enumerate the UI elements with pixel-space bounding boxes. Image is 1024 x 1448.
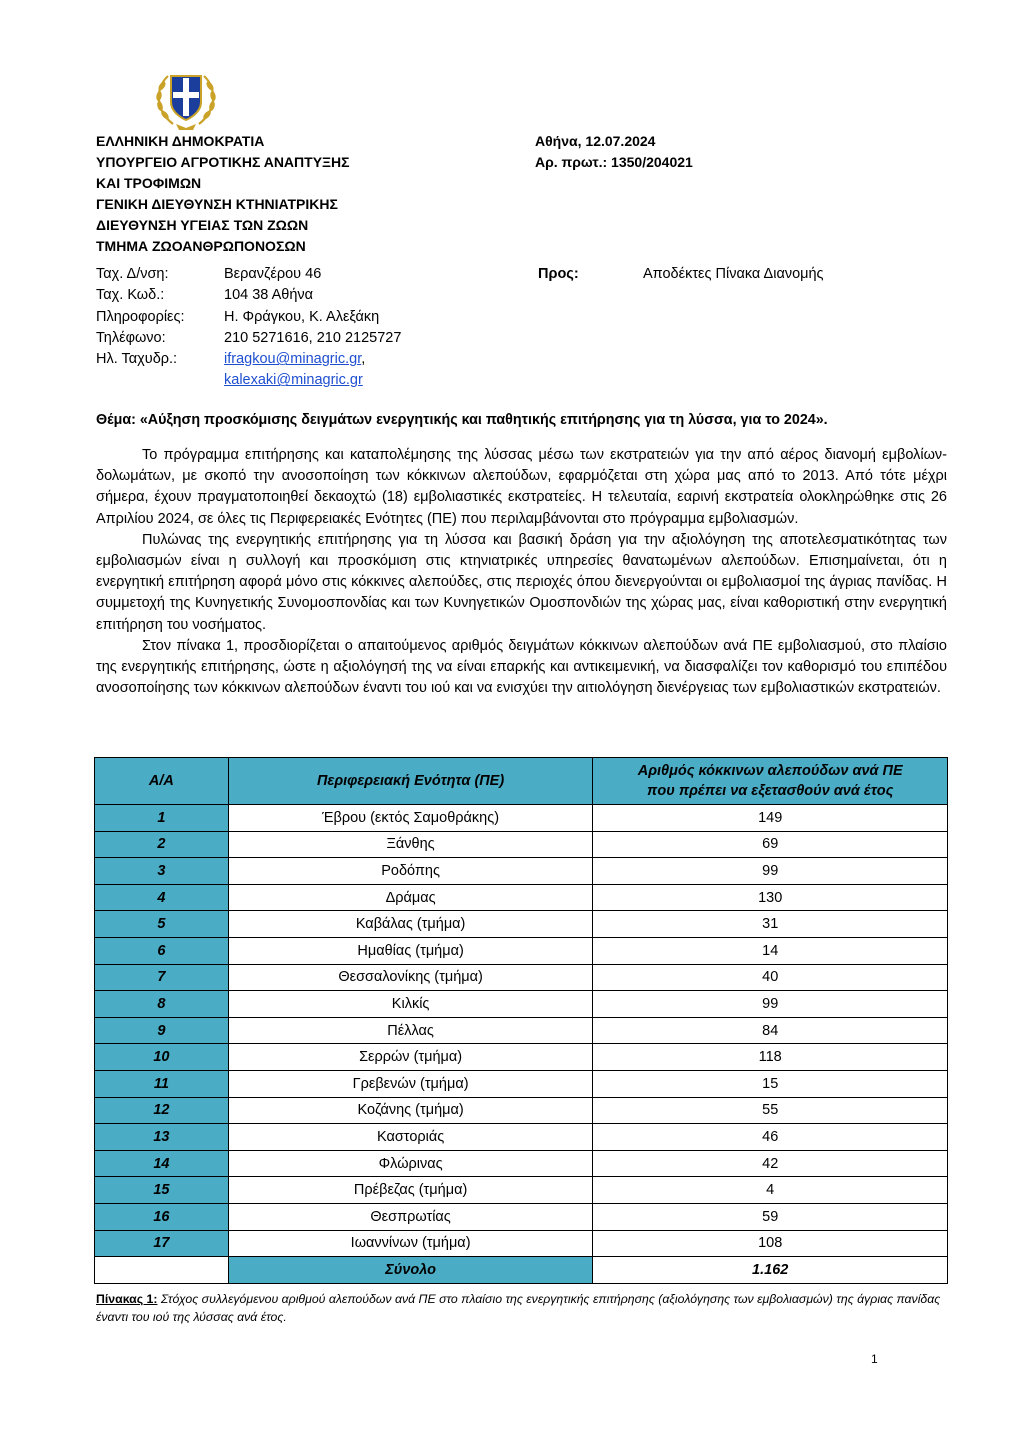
date-protocol-block: [535, 131, 693, 173]
row-number: 15: [95, 1177, 229, 1204]
fox-samples-table: [94, 757, 948, 1284]
table-row: [95, 937, 948, 964]
row-regional-unit: Ημαθίας (τμήμα): [228, 937, 593, 964]
row-regional-unit: Δράμας: [228, 884, 593, 911]
row-number: 1: [95, 805, 229, 832]
phone-row: [96, 328, 401, 349]
row-fox-count: 55: [593, 1097, 948, 1124]
row-number: 2: [95, 831, 229, 858]
greek-coat-of-arms-emblem: [151, 64, 221, 132]
table-row: [95, 805, 948, 832]
table-row: [95, 1017, 948, 1044]
row-number: 10: [95, 1044, 229, 1071]
row-regional-unit: Ιωαννίνων (τμήμα): [228, 1230, 593, 1257]
total-label: Σύνολο: [228, 1257, 593, 1284]
row-fox-count: 14: [593, 937, 948, 964]
row-regional-unit: Πέλλας: [228, 1017, 593, 1044]
row-regional-unit: Καστοριάς: [228, 1124, 593, 1151]
org-line: ΕΛΛΗΝΙΚΗ ΔΗΜΟΚΡΑΤΙΑ: [96, 133, 265, 149]
row-fox-count: 46: [593, 1124, 948, 1151]
row-regional-unit: Κιλκίς: [228, 991, 593, 1018]
table-row: [95, 1150, 948, 1177]
issuing-authority-block: [96, 131, 350, 257]
body-paragraph: Στον πίνακα 1, προσδιορίζεται ο απαιτούμενος αριθμός δειγμάτων κόκκινων αλεπούδων ανά ΠΕ εμβολιασμού, στο πλαίσιο της ενεργητικής επιτήρησης, ώστε η αξιολόγησή της να είναι επαρκής και αντικειμενική, να διασφαλίζει τον καθορισμό του επιπέδου ανοσοποίησης των κόκκινων αλεπούδων έναντι του ιού και να ενισχύει την αιτιολόγηση διενέργειας των εμβολιαστικών εκστρατειών.: [96, 637, 947, 697]
row-fox-count: 149: [593, 805, 948, 832]
table-row: [95, 1124, 948, 1151]
row-fox-count: 40: [593, 964, 948, 991]
contact-details: [96, 264, 401, 392]
row-number: 7: [95, 964, 229, 991]
email-row: [96, 349, 401, 370]
phone-label: Τηλέφωνο:: [96, 329, 166, 346]
table-row: [95, 964, 948, 991]
row-fox-count: 4: [593, 1177, 948, 1204]
subject-line: Θέμα: «Αύξηση προσκόμισης δειγμάτων ενεργητικής και παθητικής επιτήρησης για τη λύσσα, για το 2024».: [96, 412, 828, 428]
page-number: 1: [871, 1352, 878, 1366]
row-regional-unit: Γρεβενών (τμήμα): [228, 1070, 593, 1097]
row-number: 17: [95, 1230, 229, 1257]
table-row: [95, 858, 948, 885]
header-fox-count-line2: που πρέπει να εξετασθούν ανά έτος: [647, 783, 894, 799]
row-number: 8: [95, 991, 229, 1018]
table-row: [95, 1044, 948, 1071]
row-number: 12: [95, 1097, 229, 1124]
row-regional-unit: Ξάνθης: [228, 831, 593, 858]
org-line: ΤΜΗΜΑ ΖΩΟΑΝΘΡΩΠΟΝΟΣΩΝ: [96, 238, 306, 254]
row-regional-unit: Θεσσαλονίκης (τμήμα): [228, 964, 593, 991]
header-fox-count: [593, 758, 948, 805]
row-regional-unit: Θεσπρωτίας: [228, 1203, 593, 1230]
postal-row: [96, 285, 401, 306]
email-link-2[interactable]: kalexaki@minagric.gr: [224, 372, 363, 389]
body-paragraph: Το πρόγραμμα επιτήρησης και καταπολέμησης της λύσσας μέσω των εκστρατειών για την από αέρος διανομή εμβολίων-δολωμάτων, με σκοπό την ανοσοποίηση των κόκκινων αλεπούδων, εφαρμόζεται στη χώρα μας από το 2013. Από τότε μέχρι σήμερα, έχουν πραγματοποιηθεί δεκαοχτώ (18) εμβολιαστικές εκστρατείες. Η τελευταία, εαρινή εκστρατεία ολοκληρώθηκε στις 26 Απριλίου 2024, σε όλες τις Περιφερειακές Ενότητες (ΠΕ) που περιλαμβάνονται στο πρόγραμμα εμβολιασμών.: [96, 447, 947, 527]
postal-label: Ταχ. Κωδ.:: [96, 287, 165, 304]
row-number: 9: [95, 1017, 229, 1044]
row-regional-unit: Ροδόπης: [228, 858, 593, 885]
postal-value: 104 38 Αθήνα: [224, 287, 314, 304]
letter-body: [96, 445, 947, 699]
table-row: [95, 1097, 948, 1124]
org-line: ΥΠΟΥΡΓΕΙΟ ΑΓΡΟΤΙΚΗΣ ΑΝΑΠΤΥΞΗΣ: [96, 154, 350, 170]
address-value: Βερανζέρου 46: [224, 266, 322, 282]
table-header-row: [95, 758, 948, 805]
row-fox-count: 99: [593, 991, 948, 1018]
row-fox-count: 42: [593, 1150, 948, 1177]
info-row: [96, 307, 401, 328]
row-regional-unit: Καβάλας (τμήμα): [228, 911, 593, 938]
caption-text: Στόχος συλλεγόμενου αριθμού αλεπούδων ανά ΠΕ στο πλαίσιο της ενεργητικής επιτήρησης (αξιολόγησης των εμβολιασμών) της άγριας πανίδας έναντι του ιού της λύσσας ανά έτος.: [96, 1292, 941, 1324]
org-line: ΚΑΙ ΤΡΟΦΙΜΩΝ: [96, 175, 202, 191]
row-fox-count: 118: [593, 1044, 948, 1071]
caption-label: Πίνακας 1:: [96, 1292, 158, 1306]
row-number: 11: [95, 1070, 229, 1097]
row-number: 13: [95, 1124, 229, 1151]
row-fox-count: 15: [593, 1070, 948, 1097]
header-aa: Α/Α: [95, 758, 229, 805]
table-row: [95, 991, 948, 1018]
total-empty-cell: [95, 1257, 229, 1284]
info-label: Πληροφορίες:: [96, 308, 185, 325]
phone-value: 210 5271616, 210 2125727: [224, 329, 402, 346]
row-fox-count: 84: [593, 1017, 948, 1044]
row-fox-count: 69: [593, 831, 948, 858]
table-row: [95, 831, 948, 858]
row-fox-count: 99: [593, 858, 948, 885]
org-line: ΓΕΝΙΚΗ ΔΙΕΥΘΥΝΣΗ ΚΤΗΝΙΑΤΡΙΚΗΣ: [96, 196, 338, 212]
row-fox-count: 31: [593, 911, 948, 938]
row-regional-unit: Φλώρινας: [228, 1150, 593, 1177]
table-row: [95, 884, 948, 911]
row-number: 6: [95, 937, 229, 964]
table-row: [95, 911, 948, 938]
row-number: 4: [95, 884, 229, 911]
row-regional-unit: Πρέβεζας (τμήμα): [228, 1177, 593, 1204]
address-label: Ταχ. Δ/νση:: [96, 266, 169, 282]
row-fox-count: 130: [593, 884, 948, 911]
row-number: 16: [95, 1203, 229, 1230]
total-value: 1.162: [593, 1257, 948, 1284]
table-row: [95, 1177, 948, 1204]
info-value: Η. Φράγκου, Κ. Αλεξάκη: [224, 308, 380, 325]
table-total-row: [95, 1257, 948, 1284]
row-regional-unit: Έβρου (εκτός Σαμοθράκης): [228, 805, 593, 832]
email-separator: ,: [361, 351, 366, 368]
email-row-2: [96, 370, 401, 391]
table-body: [95, 805, 948, 1257]
table-row: [95, 1203, 948, 1230]
body-paragraph: Πυλώνας της ενεργητικής επιτήρησης για τη λύσσα και βασική δράση για την αξιολόγηση της αποτελεσματικότητας των εμβολιασμών είναι η συλλογή και προσκόμιση στις κτηνιατρικές υπηρεσίες θανατωμένων αλεπούδων. Επισημαίνεται, ότι η ενεργητική επιτήρηση αφορά μόνο στις κόκκινες αλεπούδες, στις περιοχές όπου διενεργούνται οι εμβολιασμοί της άγριας πανίδας. Η συμμετοχή της Κυνηγετικής Συνομοσπονδίας και των Κυνηγετικών Ομοσπονδιών της χώρας μας, είναι καθοριστική στην ενεργητική επιτήρηση του νοσήματος.: [96, 531, 947, 633]
email-label: Ηλ. Ταχυδρ.:: [96, 351, 178, 368]
table-row: [95, 1230, 948, 1257]
table-caption: [96, 1290, 946, 1326]
table-row: [95, 1070, 948, 1097]
email-link-1[interactable]: ifragkou@minagric.gr: [224, 351, 362, 368]
recipient-value: Αποδέκτες Πίνακα Διανομής: [643, 266, 824, 282]
row-number: 5: [95, 911, 229, 938]
row-fox-count: 108: [593, 1230, 948, 1257]
address-row: [96, 264, 401, 285]
org-line: ΔΙΕΥΘΥΝΣΗ ΥΓΕΙΑΣ ΤΩΝ ΖΩΩΝ: [96, 217, 309, 233]
row-regional-unit: Σερρών (τμήμα): [228, 1044, 593, 1071]
header-regional-unit: Περιφερειακή Ενότητα (ΠΕ): [228, 758, 593, 805]
document-date: Αθήνα, 12.07.2024: [535, 133, 656, 149]
row-number: 14: [95, 1150, 229, 1177]
row-number: 3: [95, 858, 229, 885]
protocol-number: Αρ. πρωτ.: 1350/204021: [535, 154, 693, 170]
row-fox-count: 59: [593, 1203, 948, 1230]
row-regional-unit: Κοζάνης (τμήμα): [228, 1097, 593, 1124]
header-fox-count-line1: Αριθμός κόκκινων αλεπούδων ανά ΠΕ: [637, 763, 903, 779]
recipient-label: Προς:: [538, 266, 579, 282]
